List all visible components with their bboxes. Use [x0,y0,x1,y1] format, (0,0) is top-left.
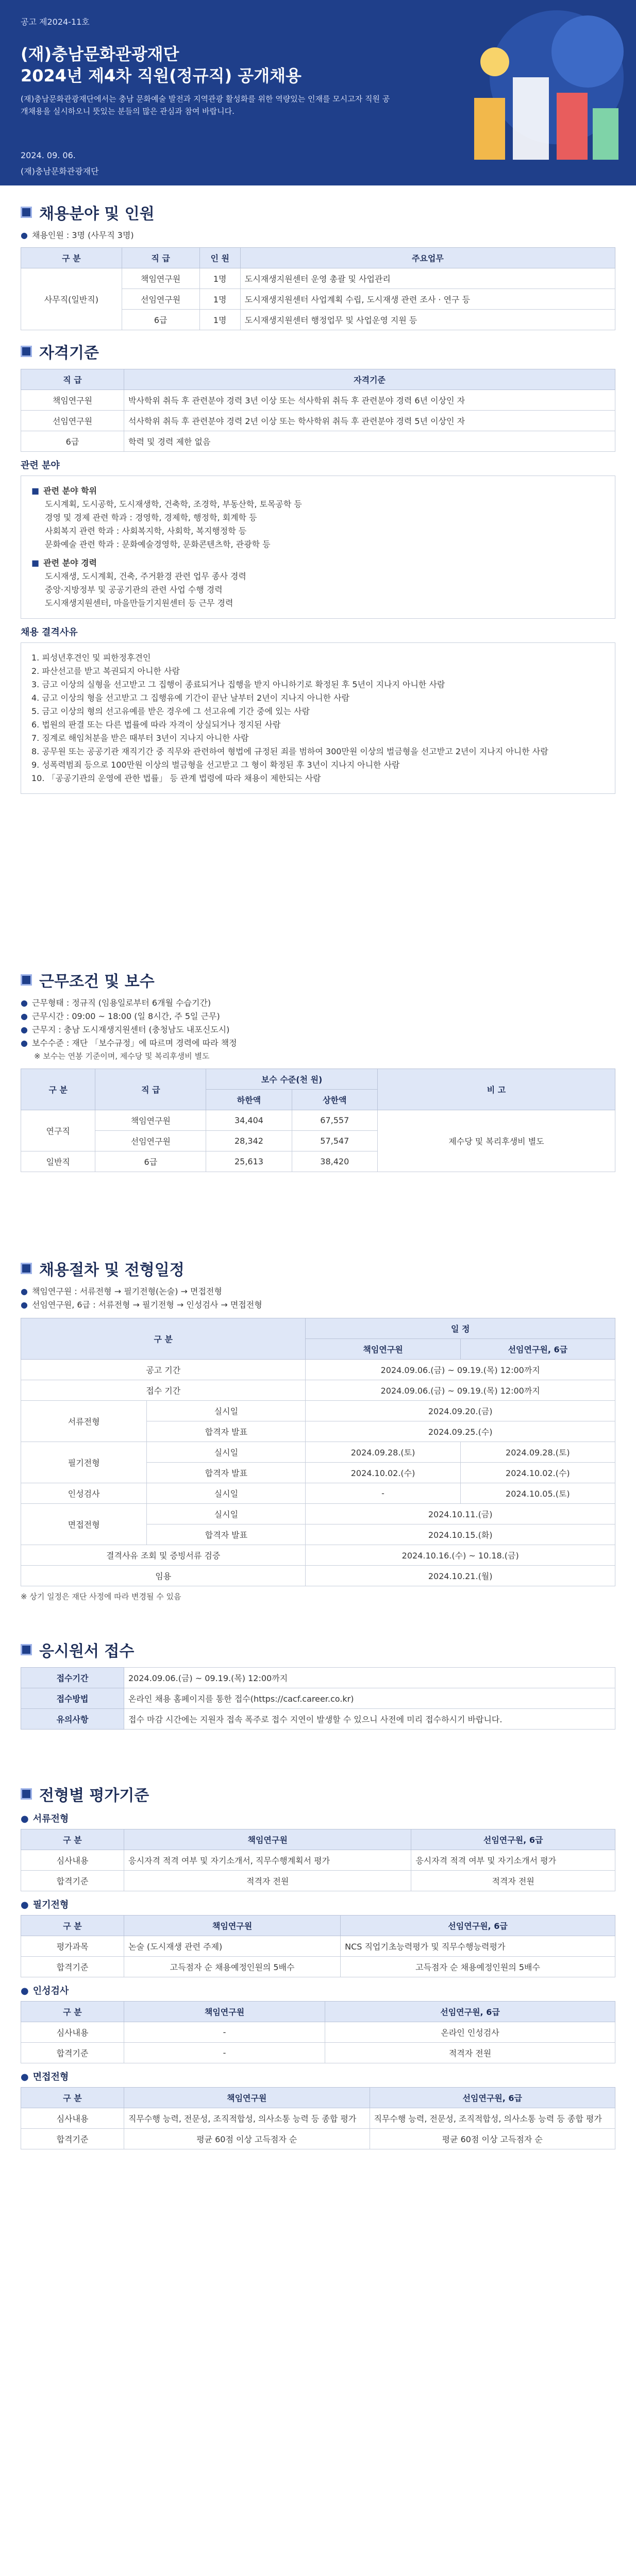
table-cell: 책임연구원 [122,268,199,289]
section-marker-icon [21,1644,32,1655]
list-item: 6. 법원의 판결 또는 다른 법률에 따라 자격이 상실되거나 정지된 사람 [31,720,281,730]
notice-date: 2024. 09. 06. [21,150,76,160]
table-cell: 합격기준 [21,2129,124,2149]
table-cell: 도시재생지원센터 운영 총괄 및 사업관리 [240,268,615,289]
list-item: 5. 금고 이상의 형의 선고유예를 받은 경우에 그 선고유예 기간 중에 있는 사람 [31,706,310,716]
table-cell: 실시일 [147,1483,306,1504]
bullet-icon: ● [21,1011,28,1021]
table-row [21,1688,615,1709]
table-header: 비 고 [377,1069,615,1110]
table-cell: 1명 [199,310,240,330]
table-cell: 제수당 및 복리후생비 별도 [377,1110,615,1172]
list-item: 도시재생지원센터, 마을만들기지원센터 등 근무 경력 [45,598,233,608]
table-cell: 평균 60점 이상 고득점자 순 [124,2129,370,2149]
table-cell: 6급 [122,310,199,330]
table-row [21,1668,615,1688]
table-cell: 책임연구원 [21,390,124,411]
table-row [21,1110,615,1131]
hire-count: 채용인원 : 3명 (사무직 3명) [31,230,134,240]
field-degree-title: 관련 분야 학위 [43,486,97,496]
section-marker-icon [21,346,32,357]
table-cell: 1명 [199,289,240,310]
table-cell: 심사내용 [21,2108,124,2129]
table-header: 하한액 [206,1090,292,1110]
table-cell: 적격자 전원 [124,1871,411,1891]
table-cell: 2024.10.16.(수) ~ 10.18.(금) [306,1545,615,1566]
header-banner [0,0,636,185]
table-cell: 57,547 [292,1131,377,1151]
condition-line: 근무시간 : 09:00 ~ 18:00 (일 8시간, 주 5일 근무) [31,1011,220,1021]
table-row [21,1957,615,1977]
list-item: 경영 및 경제 관련 학과 : 경영학, 경제학, 행정학, 회계학 등 [45,513,257,522]
table-header: 선임연구원, 6급 [370,2088,615,2108]
decorative-illustration [402,5,629,175]
table-header: 직 급 [21,369,124,390]
list-item: 8. 공무원 또는 공공기관 재직기간 중 직무와 관련하여 형법에 규정된 죄를 범하여 300만원 이상의 벌금형을 선고받고 2년이 지나지 아니한 사람 [31,747,548,756]
table-cell: 2024.10.02.(수) [460,1463,615,1483]
list-item: 도시계획, 도시공학, 도시재생학, 건축학, 조경학, 부동산학, 토목공학 등 [45,499,302,509]
bullet-icon: ■ [31,558,40,568]
table-row [21,411,615,431]
table-header: 접수방법 [21,1688,124,1709]
section-marker-icon [21,1788,32,1800]
bullet-icon: ● [21,1025,28,1035]
table-cell: 2024.09.06.(금) ~ 09.19.(목) 12:00까지 [306,1360,615,1380]
table-cell: 필기전형 [21,1442,147,1483]
table-cell: 임용 [21,1566,306,1586]
table-header: 책임연구원 [124,1829,411,1850]
table-cell: 면접전형 [21,1504,147,1545]
list-item: 도시재생, 도시계획, 건축, 주거환경 관련 업무 종사 경력 [45,571,246,581]
table-cell: 합격자 발표 [147,1421,306,1442]
bullet-icon: ● [21,1986,29,1996]
personality-test-heading: 인성검사 [32,1986,69,1996]
table-cell: 선임연구원 [122,289,199,310]
table-header: 선임연구원, 6급 [460,1339,615,1360]
table-cell: 28,342 [206,1131,292,1151]
table-cell: 인성검사 [21,1483,147,1504]
bullet-icon: ● [21,230,28,240]
table-cell: 선임연구원 [21,411,124,431]
table-header: 구 분 [21,2088,124,2108]
organization-title: (재)충남문화관광재단 [21,44,179,64]
section-evaluation [21,1783,615,2149]
section-application [21,1638,615,1730]
condition-line: 근무형태 : 정규직 (임용일로부터 6개월 수습기간) [31,998,211,1008]
table-cell: 고득점자 순 채용예정인원의 5배수 [341,1957,615,1977]
table-cell: 1명 [199,268,240,289]
table-row [21,431,615,452]
table-cell: 평균 60점 이상 고득점자 순 [370,2129,615,2149]
table-header: 접수기간 [21,1668,124,1688]
table-row [21,2108,615,2129]
table-row [21,1401,615,1421]
list-item: 7. 징계로 해임처분을 받은 때부터 3년이 지나지 아니한 사람 [31,733,249,743]
table-row [21,1936,615,1957]
table-cell: 공고 기간 [21,1360,306,1380]
related-field-box [21,476,615,619]
table-cell: 합격기준 [21,1871,124,1891]
table-row [21,1545,615,1566]
table-header: 자격기준 [124,369,615,390]
table-cell: 25,613 [206,1151,292,1172]
table-cell: 2024.10.11.(금) [306,1504,615,1524]
table-cell: 선임연구원 [95,1131,206,1151]
table-row [21,1850,615,1871]
table-header: 구 분 [21,2002,124,2022]
disqualification-box [21,642,615,794]
table-cell: 적격자 전원 [411,1871,615,1891]
section-marker-icon [21,207,32,218]
table-cell: 2024.09.25.(수) [306,1421,615,1442]
qualifications-table [21,369,615,452]
table-cell: 합격기준 [21,1957,124,1977]
table-cell: 접수 마감 시간에는 지원자 접속 폭주로 접수 지연이 발생할 수 있으니 사전에 미리 접수하시기 바랍니다. [124,1709,615,1730]
table-header: 상한액 [292,1090,377,1110]
schedule-note: ※ 상기 일정은 재단 사정에 따라 변경될 수 있음 [21,1592,181,1601]
table-cell: 실시일 [147,1442,306,1463]
table-cell: 응시자격 적격 여부 및 자기소개서, 직무수행계획서 평가 [124,1850,411,1871]
section-marker-icon [21,974,32,986]
table-cell: 도시재생지원센터 행정업무 및 사업운영 지원 등 [240,310,615,330]
table-cell: 논술 (도시재생 관련 주제) [124,1936,341,1957]
positions-table [21,247,615,330]
disqualification-heading: 채용 결격사유 [21,627,78,638]
interview-heading: 면접전형 [32,2072,69,2082]
list-item: 중앙·지방정부 및 공공기관의 관련 사업 수행 경력 [45,585,223,595]
schedule-table [21,1318,615,1586]
table-cell: 직무수행 능력, 전문성, 조직적합성, 의사소통 능력 등 종합 평가 [370,2108,615,2129]
table-header: 주요업무 [240,248,615,268]
section-conditions [21,969,615,1172]
table-row [21,1380,615,1401]
table-row [21,2022,615,2043]
table-cell: 38,420 [292,1151,377,1172]
table-row [21,390,615,411]
intro-text: (재)충남문화관광재단에서는 충남 문화예술 발전과 지역관광 활성화를 위한 역량있는 인재를 모시고자 직원 공개채용을 실시하오니 뜻있는 분들의 많은 관심과 참여 바랍니다. [21,94,390,116]
table-header: 직 급 [122,248,199,268]
table-cell: NCS 직업기초능력평가 및 직무수행능력평가 [341,1936,615,1957]
table-cell: 2024.09.06.(금) ~ 09.19.(목) 12:00까지 [306,1380,615,1401]
table-row [21,2043,615,2063]
table-header: 구 분 [21,1069,95,1110]
application-link[interactable]: 온라인 채용 홈페이지를 통한 접수(https://cacf.career.co.kr) [124,1688,615,1709]
procedure-line: 선임연구원, 6급 : 서류전형 → 필기전형 → 인성검사 → 면접전형 [31,1300,262,1310]
table-header: 구 분 [21,1318,306,1360]
table-cell: 학력 및 경력 제한 없음 [124,431,615,452]
table-header: 일 정 [306,1318,615,1339]
notice-organization: (재)충남문화관광재단 [21,166,99,176]
related-field-heading: 관련 분야 [21,460,60,471]
table-cell: 서류전형 [21,1401,147,1442]
bullet-icon: ● [21,2072,29,2082]
table-cell: 실시일 [147,1504,306,1524]
table-row [21,268,615,289]
table-header: 책임연구원 [124,2002,325,2022]
table-row [21,2129,615,2149]
table-header: 구 분 [21,1829,124,1850]
bullet-icon: ● [21,1300,28,1310]
document-screening-heading: 서류전형 [32,1814,69,1824]
table-cell: 일반직 [21,1151,95,1172]
table-header: 보수 수준(천 원) [206,1069,378,1090]
table-header: 선임연구원, 6급 [411,1829,615,1850]
table-cell: 합격자 발표 [147,1524,306,1545]
table-cell: 34,404 [206,1110,292,1131]
bullet-icon: ● [21,1900,29,1910]
table-cell: 2024.10.05.(토) [460,1483,615,1504]
field-career-title: 관련 분야 경력 [43,558,97,568]
table-cell: 연구직 [21,1110,95,1151]
table-row [21,1483,615,1504]
table-cell: 책임연구원 [95,1110,206,1131]
list-item: 10. 「공공기관의 운영에 관한 법률」 등 관계 법령에 따라 채용이 제한되는 사람 [31,773,321,783]
table-header: 책임연구원 [124,2088,370,2108]
table-cell: 2024.09.20.(금) [306,1401,615,1421]
table-row [21,1360,615,1380]
application-table [21,1667,615,1730]
list-item: 1. 피성년후견인 및 피한정후견인 [31,653,151,663]
table-cell: - [124,2022,325,2043]
condition-line: 근무지 : 충남 도시재생지원센터 (충청남도 내포신도시) [31,1025,230,1035]
table-cell: 응시자격 적격 여부 및 자기소개서 평가 [411,1850,615,1871]
table-header: 선임연구원, 6급 [341,1916,615,1936]
bullet-icon: ● [21,1814,29,1824]
section-title: 응시원서 접수 [39,1642,135,1660]
section-title: 전형별 평가기준 [39,1787,149,1805]
table-cell: 박사학위 취득 후 관련분야 경력 3년 이상 또는 석사학위 취득 후 관련분야 경력 6년 이상인 자 [124,390,615,411]
table-cell: 6급 [21,431,124,452]
table-cell: 접수 기간 [21,1380,306,1401]
table-cell: 6급 [95,1151,206,1172]
section-title: 채용절차 및 전형일정 [39,1261,185,1279]
table-cell: 고득점자 순 채용예정인원의 5배수 [124,1957,341,1977]
table-cell: 직무수행 능력, 전문성, 조직적합성, 의사소통 능력 등 종합 평가 [124,2108,370,2129]
table-cell: 적격자 전원 [325,2043,615,2063]
interview-table [21,2087,615,2149]
table-cell: 67,557 [292,1110,377,1131]
table-row [21,1709,615,1730]
written-test-heading: 필기전형 [32,1900,69,1910]
table-cell: - [124,2043,325,2063]
bullet-icon: ● [21,1038,28,1048]
table-cell: 석사학위 취득 후 관련분야 경력 2년 이상 또는 학사학위 취득 후 관련분야 경력 5년 이상인 자 [124,411,615,431]
list-item: 2. 파산선고를 받고 복권되지 아니한 사람 [31,666,180,676]
table-cell: 결격사유 조회 및 증빙서류 검증 [21,1545,306,1566]
table-cell: 2024.09.28.(토) [460,1442,615,1463]
section-title: 채용분야 및 인원 [39,205,155,223]
document-screening-table [21,1829,615,1891]
section-positions [21,201,615,330]
bullet-icon: ● [21,1286,28,1296]
table-cell: 합격자 발표 [147,1463,306,1483]
table-cell: 사무직(일반직) [21,268,122,330]
section-marker-icon [21,1263,32,1274]
table-cell: 2024.10.15.(화) [306,1524,615,1545]
recruitment-title: 2024년 제4차 직원(정규직) 공개채용 [21,66,302,86]
section-title: 근무조건 및 보수 [39,973,155,991]
table-header: 책임연구원 [124,1916,341,1936]
table-cell: 2024.10.21.(월) [306,1566,615,1586]
table-header: 선임연구원, 6급 [325,2002,615,2022]
section-title: 자격기준 [39,344,99,362]
table-cell: 합격기준 [21,2043,124,2063]
table-cell: 2024.10.02.(수) [306,1463,460,1483]
section-qualifications [21,340,615,794]
salary-note: ※ 보수는 연봉 기준이며, 제수당 및 복리후생비 별도 [34,1052,210,1061]
condition-line: 보수수준 : 재단 「보수규정」에 따르며 경력에 따라 책정 [31,1038,237,1048]
bullet-icon: ● [21,998,28,1008]
bullet-icon: ■ [31,486,40,496]
list-item: 9. 성폭력범죄 등으로 100만원 이상의 벌금형을 선고받고 그 형이 확정된 후 3년이 지나지 아니한 사람 [31,760,400,770]
table-row [21,1442,615,1463]
table-cell: 심사내용 [21,1850,124,1871]
list-item: 4. 금고 이상의 형을 선고받고 그 집행유예 기간이 끝난 날부터 2년이 지나지 아니한 사람 [31,693,350,703]
list-item: 문화예술 관련 학과 : 문화예술경영학, 문화콘텐츠학, 관광학 등 [45,539,271,549]
notice-number: 공고 제2024-11호 [21,17,90,27]
table-cell: 도시재생지원센터 사업계획 수립, 도시재생 관련 조사 · 연구 등 [240,289,615,310]
table-header: 구 분 [21,1916,124,1936]
table-cell: 평가과목 [21,1936,124,1957]
table-row [21,1871,615,1891]
table-cell: 온라인 인성검사 [325,2022,615,2043]
personality-test-table [21,2001,615,2063]
section-schedule [21,1257,615,1603]
table-header: 유의사항 [21,1709,124,1730]
table-header: 직 급 [95,1069,206,1110]
table-row [21,1566,615,1586]
list-item: 사회복지 관련 학과 : 사회복지학, 사회학, 복지행정학 등 [45,526,247,536]
list-item: 3. 금고 이상의 실형을 선고받고 그 집행이 종료되거나 집행을 받지 아니하기로 확정된 후 5년이 지나지 아니한 사람 [31,680,445,689]
table-header: 인 원 [199,248,240,268]
table-header: 책임연구원 [306,1339,460,1360]
table-cell: - [306,1483,460,1504]
table-cell: 2024.09.06.(금) ~ 09.19.(목) 12:00까지 [124,1668,615,1688]
table-cell: 심사내용 [21,2022,124,2043]
procedure-line: 책임연구원 : 서류전형 → 필기전형(논술) → 면접전형 [31,1286,222,1296]
table-cell: 실시일 [147,1401,306,1421]
written-test-table [21,1915,615,1977]
table-row [21,1504,615,1524]
table-header: 구 분 [21,248,122,268]
salary-table [21,1069,615,1172]
table-cell: 2024.09.28.(토) [306,1442,460,1463]
